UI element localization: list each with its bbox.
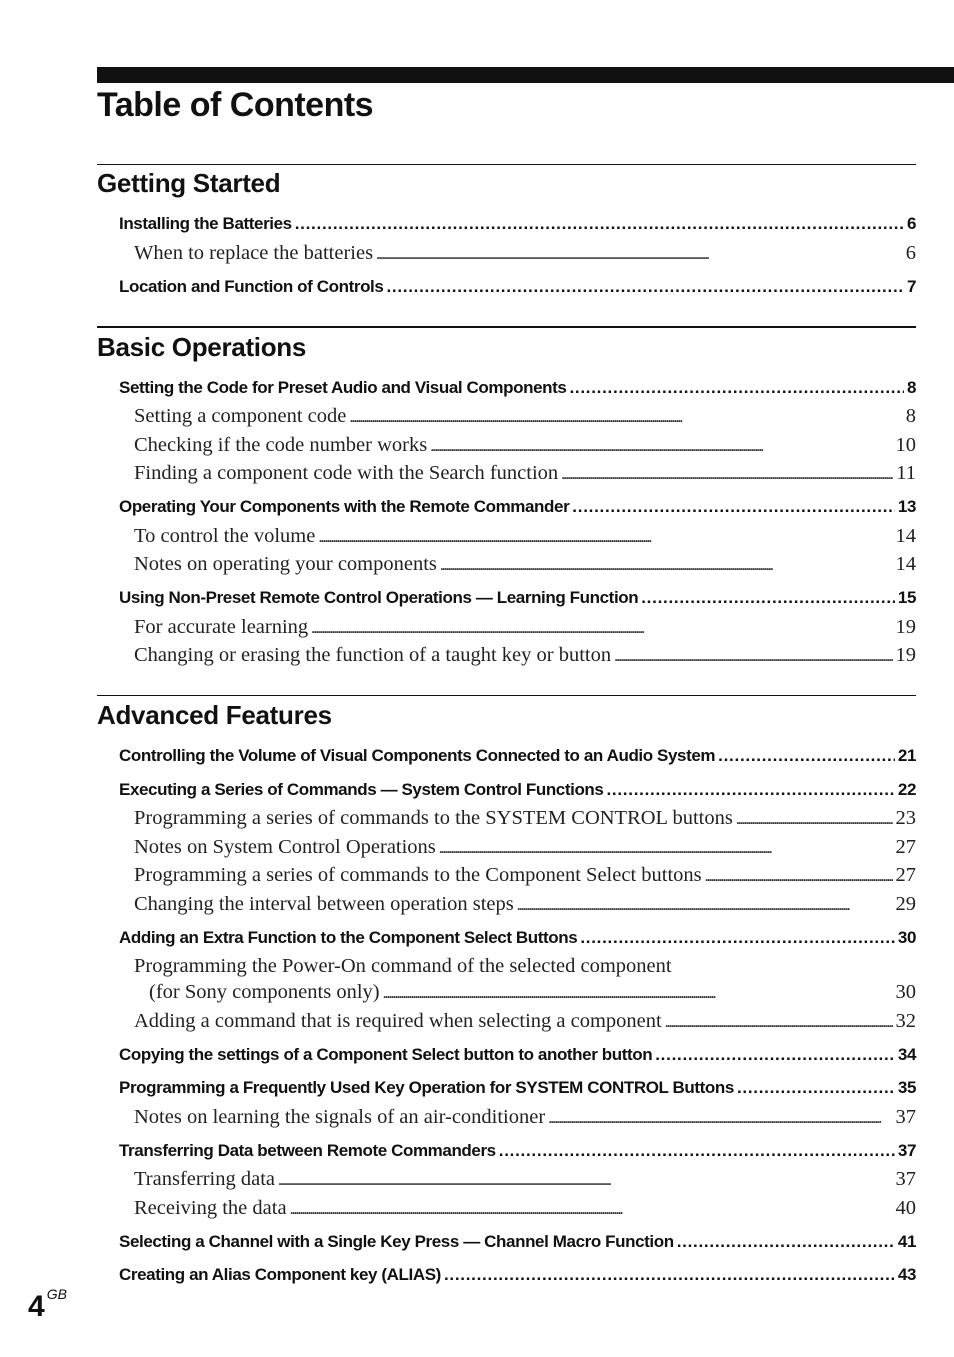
toc-entry-label: Programming a Frequently Used Key Operation for SYSTEM CONTROL Buttons bbox=[119, 1078, 734, 1097]
toc-entry-page: 6 bbox=[906, 214, 916, 233]
toc-subentry-page: 8 bbox=[905, 405, 916, 427]
toc-subentry[interactable] bbox=[134, 893, 916, 916]
leader-dots bbox=[444, 1265, 895, 1285]
toc-entry[interactable] bbox=[119, 1265, 916, 1285]
toc-subentry-page: 6 bbox=[905, 242, 916, 264]
toc-entry-label: Selecting a Channel with a Single Key Press — Channel Macro Function bbox=[119, 1232, 674, 1251]
leader-dots bbox=[572, 497, 895, 517]
toc-subentry-page: 29 bbox=[895, 893, 916, 915]
leader-dots bbox=[580, 928, 895, 948]
toc-subentry-page: 10 bbox=[895, 434, 916, 456]
toc-entry[interactable] bbox=[119, 378, 916, 398]
leader-dots bbox=[278, 1168, 893, 1191]
leader-dots bbox=[665, 1010, 893, 1033]
leader-dots bbox=[606, 780, 894, 800]
page-number-value: 4 bbox=[28, 1290, 45, 1323]
toc-subentry-page: 40 bbox=[895, 1197, 916, 1219]
toc-entry-label: Location and Function of Controls bbox=[119, 277, 384, 296]
page-title: Table of Contents bbox=[97, 86, 374, 124]
toc-subentry[interactable] bbox=[134, 1168, 916, 1191]
toc-subentry[interactable] bbox=[134, 807, 916, 830]
toc-subentry-label: For accurate learning bbox=[134, 616, 309, 638]
toc-subentry[interactable] bbox=[134, 1197, 916, 1220]
header-bar bbox=[97, 67, 954, 83]
toc-entry[interactable] bbox=[119, 588, 916, 608]
page-number-suffix: GB bbox=[46, 1286, 67, 1302]
toc-subentry-label: Notes on System Control Operations bbox=[134, 836, 436, 858]
leader-dots bbox=[376, 242, 903, 265]
toc-entry-label: Operating Your Components with the Remote Commander bbox=[119, 497, 570, 516]
section-divider bbox=[97, 326, 916, 328]
section-divider bbox=[97, 164, 916, 165]
toc-entry-page: 15 bbox=[897, 588, 916, 607]
toc-subentry-page: 27 bbox=[895, 836, 916, 858]
toc-subentry-label: Transferring data bbox=[134, 1168, 275, 1190]
leader-dots bbox=[383, 981, 893, 1004]
toc-subentry-page: 23 bbox=[895, 807, 916, 829]
leader-dots bbox=[517, 893, 893, 916]
toc-subentry-label: Notes on operating your components bbox=[134, 553, 437, 575]
leader-dots bbox=[705, 864, 893, 887]
leader-dots bbox=[561, 462, 893, 485]
leader-dots bbox=[440, 553, 893, 576]
toc-entry[interactable] bbox=[119, 1141, 916, 1161]
toc-entry[interactable] bbox=[119, 746, 916, 766]
toc-entry-page: 37 bbox=[897, 1141, 916, 1160]
toc-subentry[interactable] bbox=[134, 1010, 916, 1033]
toc-entry-label: Controlling the Volume of Visual Components Connected to an Audio System bbox=[119, 746, 716, 765]
leader-dots bbox=[349, 405, 902, 428]
toc-subentry-page: 30 bbox=[895, 981, 916, 1003]
toc-subentry-page: 14 bbox=[895, 525, 916, 547]
toc-entry[interactable] bbox=[119, 214, 916, 234]
toc-subentry-label: Changing or erasing the function of a taught key or button bbox=[134, 644, 612, 666]
toc-subentry-label: When to replace the batteries bbox=[134, 242, 374, 264]
toc-subentry[interactable] bbox=[134, 1106, 916, 1129]
toc-entry-page: 43 bbox=[897, 1265, 916, 1284]
toc-subentry-page: 32 bbox=[895, 1010, 916, 1032]
toc-entry-label: Installing the Batteries bbox=[119, 214, 292, 233]
toc-subentry[interactable] bbox=[134, 525, 916, 548]
section-title-basic-operations: Basic Operations bbox=[97, 332, 307, 362]
toc-entry-label: Creating an Alias Component key (ALIAS) bbox=[119, 1265, 441, 1284]
toc-subentry-page: 19 bbox=[895, 644, 916, 666]
toc-subentry[interactable] bbox=[134, 644, 916, 667]
leader-dots bbox=[641, 588, 895, 608]
leader-dots bbox=[295, 214, 904, 234]
leader-dots bbox=[718, 746, 895, 766]
toc-subentry-label: Setting a component code bbox=[134, 405, 347, 427]
toc-entry-page: 41 bbox=[897, 1232, 916, 1251]
leader-dots bbox=[614, 644, 892, 667]
toc-entry-label: Copying the settings of a Component Select button to another button bbox=[119, 1045, 653, 1064]
toc-subentry[interactable] bbox=[134, 616, 916, 639]
leader-dots bbox=[655, 1045, 895, 1065]
toc-subentry-label: Receiving the data bbox=[134, 1197, 287, 1219]
toc-subentry-label: To control the volume bbox=[134, 525, 316, 547]
toc-subentry-page: 14 bbox=[895, 553, 916, 575]
toc-entry-page: 13 bbox=[897, 497, 916, 516]
toc-entry-page: 21 bbox=[897, 746, 916, 765]
toc-subentry-label-line1: Programming the Power-On command of the selected component bbox=[134, 955, 672, 977]
section-divider bbox=[97, 695, 916, 696]
leader-dots bbox=[569, 378, 904, 398]
section-title-advanced-features: Advanced Features bbox=[97, 700, 332, 730]
toc-entry-label: Setting the Code for Preset Audio and Visual Components bbox=[119, 378, 567, 397]
toc-entry-page: 8 bbox=[906, 378, 916, 397]
toc-entry-page: 22 bbox=[897, 780, 916, 799]
toc-subentry-label: Changing the interval between operation steps bbox=[134, 893, 514, 915]
toc-subentry-label: Adding a command that is required when selecting a component bbox=[134, 1010, 662, 1032]
toc-subentry-label: Checking if the code number works bbox=[134, 434, 428, 456]
leader-dots bbox=[311, 616, 892, 639]
leader-dots bbox=[736, 807, 893, 830]
toc-entry[interactable] bbox=[119, 1232, 916, 1252]
toc-subentry-label: Notes on learning the signals of an air-conditioner bbox=[134, 1106, 546, 1128]
section-title-getting-started: Getting Started bbox=[97, 168, 281, 198]
toc-entry[interactable] bbox=[119, 928, 916, 948]
leader-dots bbox=[499, 1141, 895, 1161]
toc-subentry-page: 11 bbox=[896, 462, 916, 484]
toc-entry[interactable] bbox=[119, 1045, 916, 1065]
toc-subentry[interactable] bbox=[134, 553, 916, 576]
toc-entry-label: Executing a Series of Commands — System Control Functions bbox=[119, 780, 604, 799]
toc-subentry[interactable] bbox=[134, 242, 916, 265]
leader-dots bbox=[439, 836, 893, 859]
toc-subentry-page: 27 bbox=[895, 864, 916, 886]
toc-subentry[interactable] bbox=[134, 434, 916, 457]
leader-dots bbox=[430, 434, 892, 457]
toc-subentry[interactable] bbox=[134, 462, 916, 485]
toc-entry[interactable] bbox=[119, 780, 916, 800]
leader-dots bbox=[290, 1197, 893, 1220]
leader-dots bbox=[318, 525, 892, 548]
toc-subentry[interactable] bbox=[149, 981, 916, 1004]
toc-entry-page: 34 bbox=[897, 1045, 916, 1064]
leader-dots bbox=[386, 277, 904, 297]
toc-subentry[interactable] bbox=[134, 864, 916, 887]
leader-dots bbox=[737, 1078, 895, 1098]
page-number bbox=[28, 1286, 67, 1324]
toc-subentry-page: 37 bbox=[895, 1168, 916, 1190]
toc-subentry-page: 37 bbox=[895, 1106, 916, 1128]
toc-subentry-label: Programming a series of commands to the Component Select buttons bbox=[134, 864, 702, 886]
toc-subentry-label: Programming a series of commands to the SYSTEM CONTROL buttons bbox=[134, 807, 733, 829]
toc-subentry[interactable] bbox=[134, 836, 916, 859]
toc-entry[interactable] bbox=[119, 497, 916, 517]
toc-entry-page: 30 bbox=[897, 928, 916, 947]
leader-dots bbox=[677, 1232, 895, 1252]
toc-entry[interactable] bbox=[119, 1078, 916, 1098]
toc-subentry-label: Finding a component code with the Search function bbox=[134, 462, 559, 484]
toc-entry-page: 7 bbox=[906, 277, 916, 296]
toc-entry-label: Using Non-Preset Remote Control Operations — Learning Function bbox=[119, 588, 639, 607]
toc-subentry[interactable] bbox=[134, 405, 916, 428]
leader-dots bbox=[548, 1106, 892, 1129]
toc-entry-label: Transferring Data between Remote Commanders bbox=[119, 1141, 496, 1160]
toc-subentry-page: 19 bbox=[895, 616, 916, 638]
toc-entry-page: 35 bbox=[897, 1078, 916, 1097]
toc-entry-label: Adding an Extra Function to the Component Select Buttons bbox=[119, 928, 578, 947]
toc-entry[interactable] bbox=[119, 277, 916, 297]
toc-subentry-label: (for Sony components only) bbox=[149, 981, 380, 1003]
